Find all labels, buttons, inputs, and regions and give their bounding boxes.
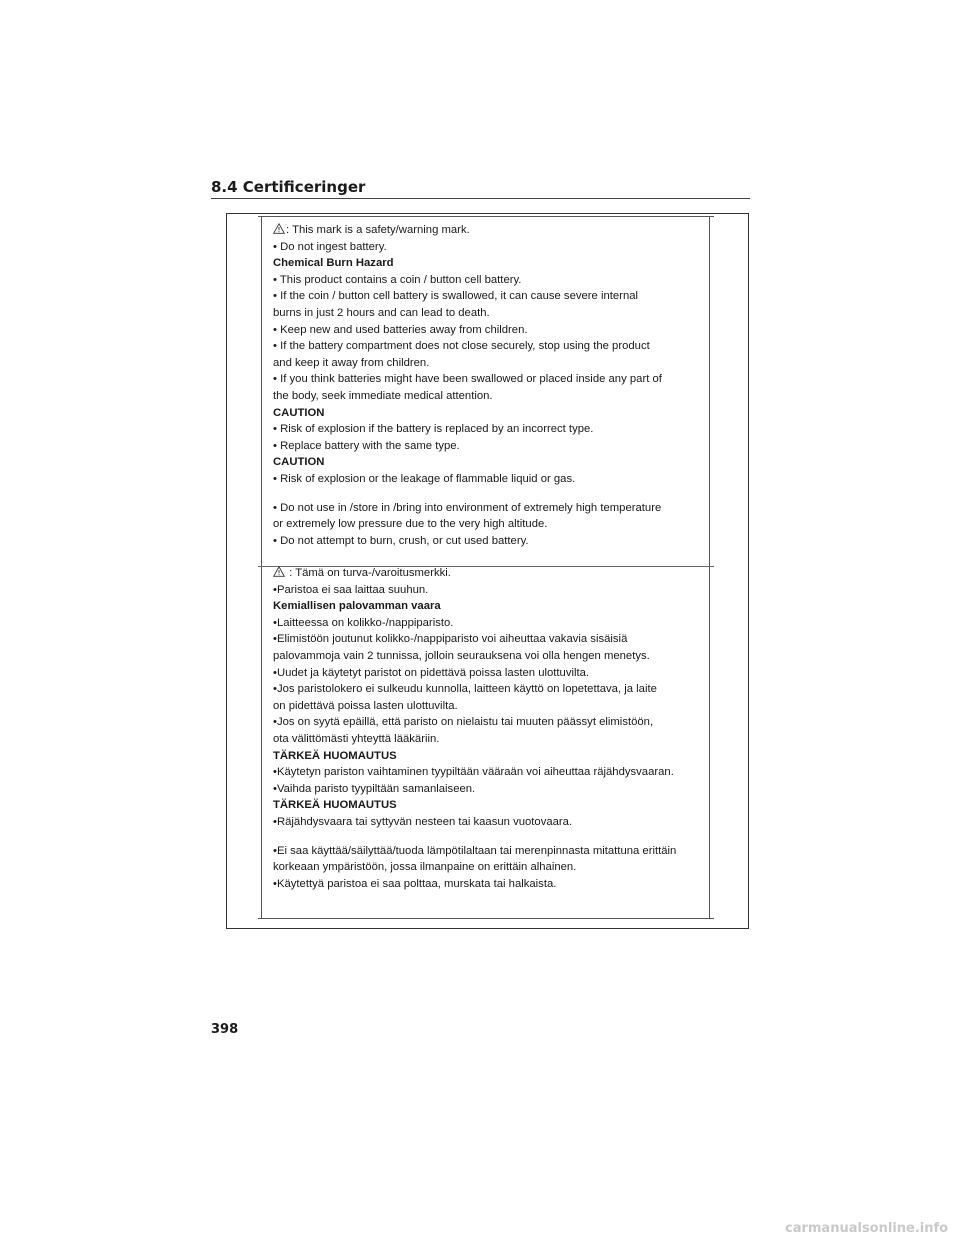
english-lines [273,239,707,550]
warning-text-line: the body, seek immediate medical attention. [273,389,493,402]
warning-text-line: •Jos on syytä epäillä, että paristo on nielaistu tai muuten päässyt elimistöön, [273,716,654,729]
warning-text-line: •Uudet ja käytetyt paristot on pidettävä poissa lasten ulottuvilta. [273,666,590,679]
finnish-lines [273,582,707,893]
paragraph-gap [273,488,707,500]
warning-text-line: ota välittömästi yhteyttä lääkäriin. [273,732,440,745]
warning-text-line: • If the coin / button cell battery is swallowed, it can cause severe internal [273,290,639,303]
english-battery-warning [273,222,707,549]
finnish-warning-mark-line [273,565,707,582]
warning-triangle-icon [273,566,285,577]
warning-heading: CAUTION [273,456,325,469]
warning-text-line: •Vaihda paristo tyypiltään samanlaiseen. [273,782,476,795]
english-warning-mark-text: : This mark is a safety/warning mark. [286,224,470,236]
warning-text-line: •Käytettyä paristoa ei saa polttaa, murskata tai halkaista. [273,877,557,890]
warning-text-line: • If you think batteries might have been swallowed or placed inside any part of [273,373,662,386]
warning-text-line: •Ei saa käyttää/säilyttää/tuoda lämpötilaltaan tai merenpinnasta mitattuna erittäin [273,844,677,857]
warning-text-line: or extremely low pressure due to the very high altitude. [273,518,548,531]
finnish-battery-warning [273,565,707,892]
scan-top-rule [258,216,714,217]
warning-text-line: • Do not attempt to burn, crush, or cut used battery. [273,534,529,547]
scan-bottom-rule [258,918,714,919]
warning-heading: Chemical Burn Hazard [273,257,394,270]
warning-text-line: • This product contains a coin / button cell battery. [273,273,522,286]
warning-heading: TÄRKEÄ HUOMAUTUS [273,799,397,812]
warning-text-line: •Räjähdysvaara tai syttyvän nesteen tai kaasun vuotovaara. [273,815,573,828]
english-warning-mark-line [273,222,707,239]
paragraph-gap [273,831,707,843]
title-rule [211,198,750,199]
section-title: 8.4 Certificeringer [211,178,366,196]
warning-heading: TÄRKEÄ HUOMAUTUS [273,749,397,762]
warning-text-line: on pidettävä poissa lasten ulottuvilta. [273,699,458,712]
warning-triangle-icon [273,223,285,234]
warning-text-line: • Risk of explosion or the leakage of flammable liquid or gas. [273,472,576,485]
warning-text-line: •Paristoa ei saa laittaa suuhun. [273,583,429,596]
warning-heading: Kemiallisen palovamman vaara [273,600,441,613]
warning-text-line: burns in just 2 hours and can lead to death. [273,306,490,319]
warning-text-line: • If the battery compartment does not close securely, stop using the product [273,340,650,353]
warning-text-line: •Käytetyn pariston vaihtaminen tyypiltään vääraän voi aiheuttaa räjähdysvaaran. [273,766,674,779]
warning-text-line: •Jos paristolokero ei sulkeudu kunnolla, laitteen käyttö on lopetettava, ja laite [273,683,657,696]
warning-text-line: • Replace battery with the same type. [273,439,460,452]
warning-text-line: • Risk of explosion if the battery is replaced by an incorrect type. [273,423,594,436]
warning-text-line: • Keep new and used batteries away from children. [273,323,528,336]
warning-heading: CAUTION [273,406,325,419]
finnish-warning-mark-text: : Tämä on turva-/varoitusmerkki. [286,567,451,579]
watermark: carmanualsonline.info [785,1221,949,1236]
warning-text-line: •Elimistöön joutunut kolikko-/nappiparisto voi aiheuttaa vakavia sisäisiä [273,633,628,646]
warning-text-line: korkeaan ympäristöön, jossa ilmanpaine on erittäin alhainen. [273,861,577,874]
warning-text-line: • Do not use in /store in /bring into environment of extremely high temperature [273,501,662,514]
warning-text-line: • Do not ingest battery. [273,240,387,253]
warning-text-line: palovammoja vain 2 tunnissa, jolloin seurauksena voi olla hengen menetys. [273,649,650,662]
warning-text-line: •Laitteessa on kolikko-/nappiparisto. [273,616,454,629]
warning-text-line: and keep it away from children. [273,356,430,369]
page-number: 398 [211,1022,239,1037]
